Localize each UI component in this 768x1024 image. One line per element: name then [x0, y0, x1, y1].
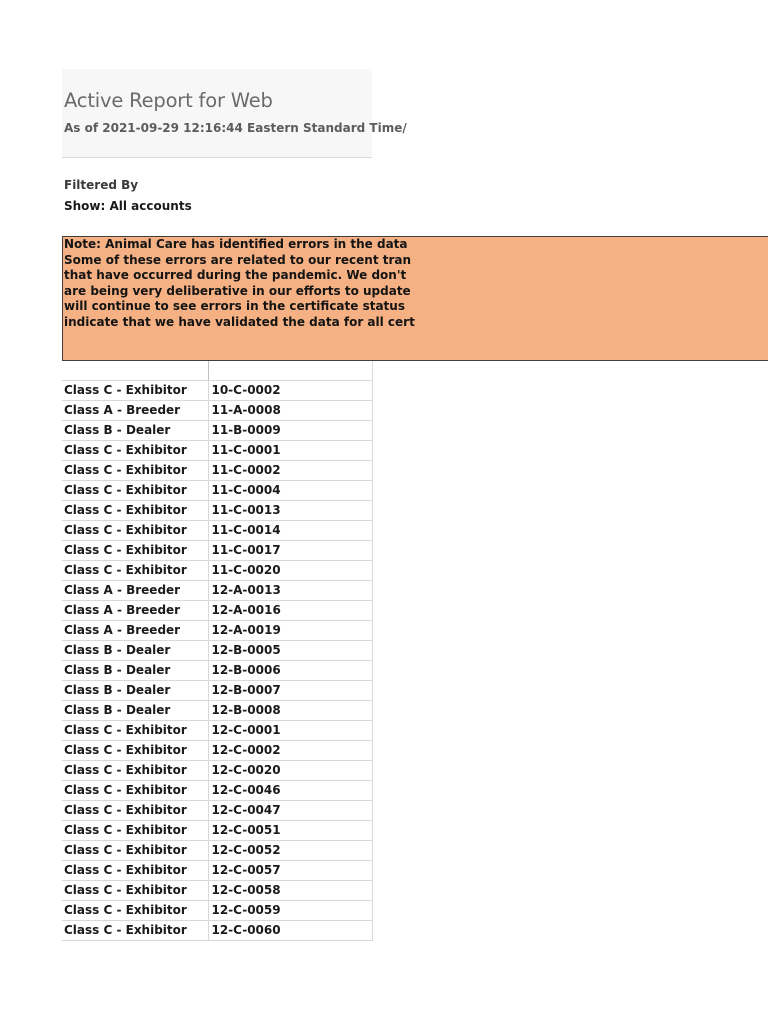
certificate-number-cell: 12-C-0002 [209, 741, 373, 761]
note-line: that have occurred during the pandemic. We don't [64, 268, 407, 282]
license-class-cell: Class C - Exhibitor [62, 541, 209, 561]
certificate-number-cell: 12-C-0057 [209, 861, 373, 881]
note-line: indicate that we have validated the data for all cert [64, 314, 415, 329]
table-row [62, 561, 373, 581]
license-class-cell: Class B - Dealer [62, 421, 209, 441]
certificate-number-cell: 12-C-0059 [209, 901, 373, 921]
note-banner [62, 236, 768, 361]
license-class-cell: Class C - Exhibitor [62, 861, 209, 881]
note-line: will continue to see errors in the certificate status [64, 299, 405, 313]
table-row [62, 721, 373, 741]
license-class-cell: Class B - Dealer [62, 641, 209, 661]
note-text [64, 237, 415, 330]
table-row [62, 381, 373, 401]
certificate-number-cell: 12-B-0005 [209, 641, 373, 661]
certificate-number-cell: 12-B-0008 [209, 701, 373, 721]
license-class-cell: Class B - Dealer [62, 661, 209, 681]
certificate-number-cell: 12-A-0016 [209, 601, 373, 621]
license-class-cell: Class A - Breeder [62, 621, 209, 641]
license-class-cell: Class A - Breeder [62, 401, 209, 421]
certificate-number-cell: 11-C-0013 [209, 501, 373, 521]
certificate-number-cell: 11-C-0002 [209, 461, 373, 481]
certificate-number-cell: 12-C-0046 [209, 781, 373, 801]
certificate-number-cell: 12-C-0001 [209, 721, 373, 741]
filter-value: Show: All accounts [64, 199, 192, 213]
table-row [62, 521, 373, 541]
header-cell [62, 361, 209, 381]
license-class-cell: Class C - Exhibitor [62, 881, 209, 901]
table-row [62, 741, 373, 761]
license-class-cell: Class C - Exhibitor [62, 461, 209, 481]
table-row [62, 441, 373, 461]
report-timestamp: As of 2021-09-29 12:16:44 Eastern Standard Time/ [64, 121, 407, 135]
note-line: Some of these errors are related to our recent tran [64, 252, 412, 267]
license-class-cell: Class C - Exhibitor [62, 781, 209, 801]
table-row [62, 661, 373, 681]
table-row [62, 681, 373, 701]
accounts-table [62, 361, 373, 941]
note-line: are being very deliberative in our efforts to update [64, 283, 411, 298]
license-class-cell: Class C - Exhibitor [62, 741, 209, 761]
table-row [62, 581, 373, 601]
certificate-number-cell: 11-B-0009 [209, 421, 373, 441]
license-class-cell: Class C - Exhibitor [62, 521, 209, 541]
certificate-number-cell: 12-B-0006 [209, 661, 373, 681]
certificate-number-cell: 12-C-0060 [209, 921, 373, 941]
license-class-cell: Class C - Exhibitor [62, 761, 209, 781]
table-row [62, 821, 373, 841]
certificate-number-cell: 12-C-0047 [209, 801, 373, 821]
table-header-row [62, 361, 373, 381]
license-class-cell: Class C - Exhibitor [62, 381, 209, 401]
certificate-number-cell: 11-C-0014 [209, 521, 373, 541]
certificate-number-cell: 11-C-0017 [209, 541, 373, 561]
license-class-cell: Class A - Breeder [62, 601, 209, 621]
page-title: Active Report for Web [64, 89, 273, 112]
certificate-number-cell: 12-C-0051 [209, 821, 373, 841]
certificate-number-cell: 12-A-0013 [209, 581, 373, 601]
table-row [62, 541, 373, 561]
table-row [62, 701, 373, 721]
table-row [62, 761, 373, 781]
certificate-number-cell: 12-A-0019 [209, 621, 373, 641]
header-divider [62, 157, 372, 158]
table-row [62, 801, 373, 821]
certificate-number-cell: 11-C-0004 [209, 481, 373, 501]
note-line: Note: Animal Care has identified errors in the data [64, 237, 408, 251]
table-row [62, 881, 373, 901]
license-class-cell: Class C - Exhibitor [62, 481, 209, 501]
license-class-cell: Class C - Exhibitor [62, 441, 209, 461]
certificate-number-cell: 11-C-0001 [209, 441, 373, 461]
table-row [62, 781, 373, 801]
certificate-number-cell: 12-C-0020 [209, 761, 373, 781]
license-class-cell: Class C - Exhibitor [62, 821, 209, 841]
license-class-cell: Class C - Exhibitor [62, 721, 209, 741]
table-row [62, 461, 373, 481]
certificate-number-cell: 12-B-0007 [209, 681, 373, 701]
license-class-cell: Class A - Breeder [62, 581, 209, 601]
table-row [62, 401, 373, 421]
table-row [62, 601, 373, 621]
table-row [62, 641, 373, 661]
license-class-cell: Class B - Dealer [62, 701, 209, 721]
license-class-cell: Class C - Exhibitor [62, 901, 209, 921]
table-row [62, 921, 373, 941]
table-row [62, 841, 373, 861]
filter-label: Filtered By [64, 178, 139, 192]
table-row [62, 901, 373, 921]
table-row [62, 501, 373, 521]
license-class-cell: Class C - Exhibitor [62, 801, 209, 821]
certificate-number-cell: 12-C-0052 [209, 841, 373, 861]
certificate-number-cell: 12-C-0058 [209, 881, 373, 901]
license-class-cell: Class C - Exhibitor [62, 561, 209, 581]
license-class-cell: Class C - Exhibitor [62, 921, 209, 941]
license-class-cell: Class C - Exhibitor [62, 841, 209, 861]
report-header [62, 69, 407, 157]
table-row [62, 481, 373, 501]
license-class-cell: Class B - Dealer [62, 681, 209, 701]
table-row [62, 861, 373, 881]
certificate-number-cell: 11-C-0020 [209, 561, 373, 581]
table-row [62, 621, 373, 641]
table-row [62, 421, 373, 441]
license-class-cell: Class C - Exhibitor [62, 501, 209, 521]
header-cell [209, 361, 373, 381]
certificate-number-cell: 10-C-0002 [209, 381, 373, 401]
certificate-number-cell: 11-A-0008 [209, 401, 373, 421]
